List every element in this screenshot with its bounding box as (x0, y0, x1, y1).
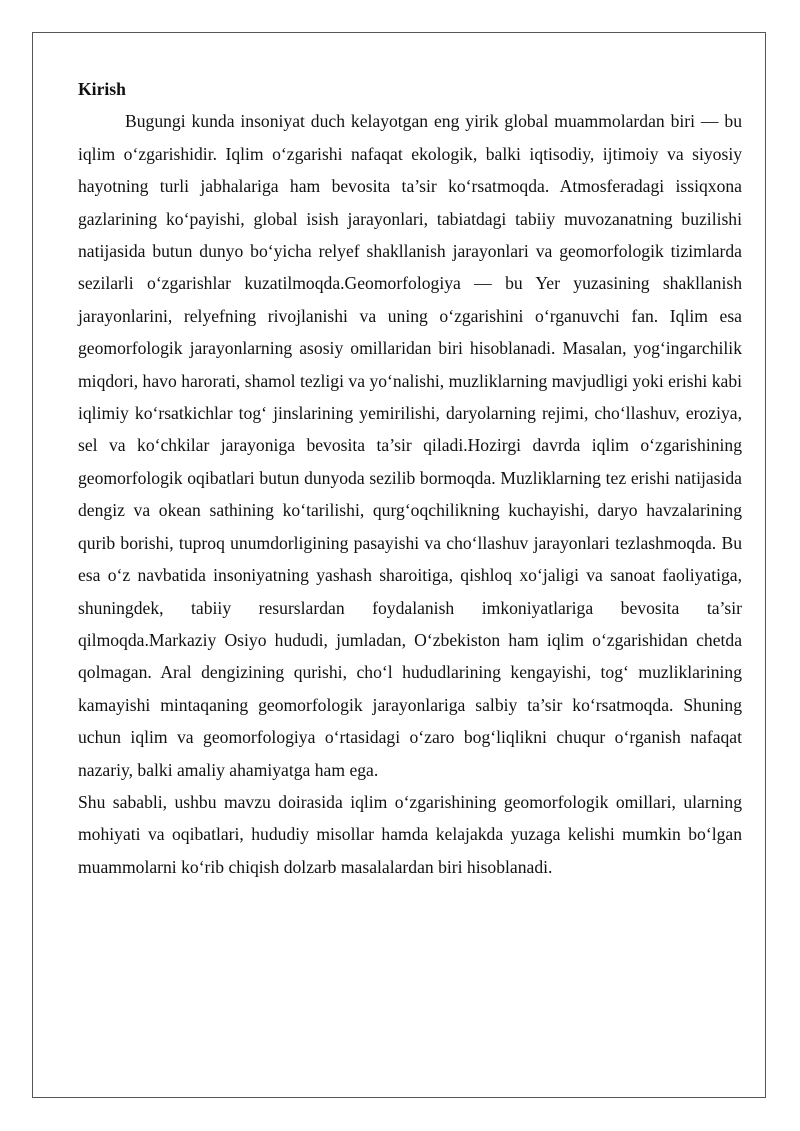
section-heading: Kirish (78, 79, 126, 99)
document-body (78, 73, 742, 883)
intro-paragraph: Bugungi kunda insoniyat duch kelayotgan eng yirik global muammolardan biri — bu iqlim o‘zgarishidir. Iqlim o‘zgarishi nafaqat ekologik, balki iqtisodiy, ijtimoiy va siyosiy hayotning turli jabhalariga ham bevosita ta’sir ko‘rsatmoqda. Atmosferadagi issiqxona gazlarining ko‘payishi, global isish jarayonlari, tabiatdagi tabiiy muvozanatning buzilishi natijasida butun dunyo bo‘yicha relyef shakllanish jarayonlari va geomorfologik tizimlarda sezilarli o‘zgarishlar kuzatilmoqda.Geomorfologiya — bu Yer yuzasining shakllanish jarayonlarini, relyefning rivojlanishi va uning o‘zgarishini o‘rganuvchi fan. Iqlim esa geomorfologik jarayonlarning asosiy omillaridan biri hisoblanadi. Masalan, yog‘ingarchilik miqdori, havo harorati, shamol tezligi va yo‘nalishi, muzliklarning mavjudligi yoki erishi kabi iqlimiy ko‘rsatkichlar tog‘ jinslarining yemirilishi, daryolarning rejimi, cho‘llashuv, eroziya, sel va ko‘chkilar jarayoniga bevosita ta’sir qiladi.Hozirgi davrda iqlim o‘zgarishining geomorfologik oqibatlari butun dunyoda sezilib bormoqda. Muzliklarning tez erishi natijasida dengiz va okean sathining ko‘tarilishi, qurg‘oqchilikning kuchayishi, daryo havzalarining qurib borishi, tuproq unumdorligining pasayishi va cho‘llashuv jarayonlari tezlashmoqda. Bu esa o‘z navbatida insoniyatning yashash sharoitiga, qishloq xo‘jaligi va sanoat faoliyatiga, shuningdek, tabiiy resurslardan foydalanish imkoniyatlariga bevosita ta’sir qilmoqda.Markaziy Osiyo hududi, jumladan, O‘zbekiston ham iqlim o‘zgarishidan chetda qolmagan. Aral dengizining qurishi, cho‘l hududlarining kengayishi, tog‘ muzliklarining kamayishi mintaqaning geomorfologik jarayonlariga salbiy ta’sir ko‘rsatmoqda. Shuning uchun iqlim va geomorfologiya o‘rtasidagi o‘zaro bog‘liqlikni chuqur o‘rganish nafaqat nazariy, balki amaliy ahamiyatga ham ega. (78, 111, 742, 780)
conclusion-paragraph: Shu sababli, ushbu mavzu doirasida iqlim o‘zgarishining geomorfologik omillari, ularning mohiyati va oqibatlari, hududiy misollar hamda kelajakda yuzaga kelishi mumkin bo‘lgan muammolarni ko‘rib chiqish dolzarb masalalardan biri hisoblanadi. (78, 791, 742, 877)
